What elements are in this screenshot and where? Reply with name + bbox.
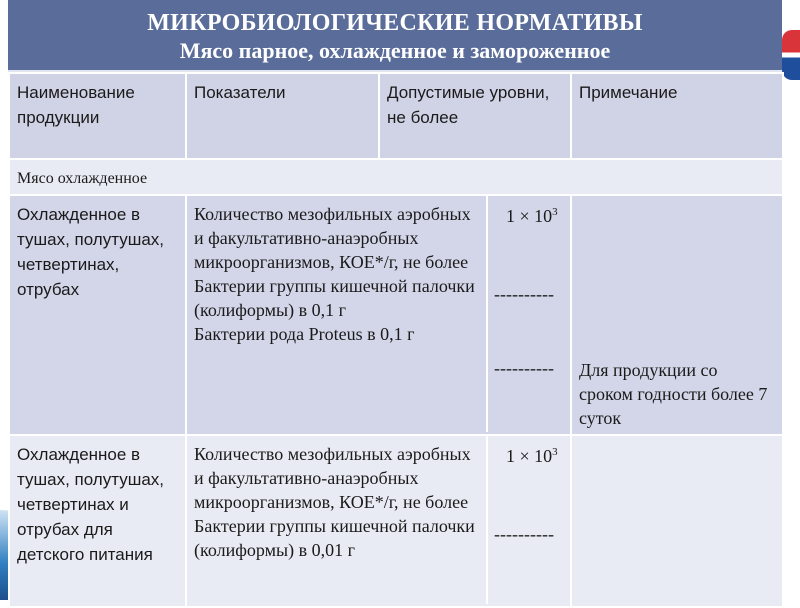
indicator-text: Бактерии группы кишечной палочки (колиформы) в 0,1 г xyxy=(194,276,475,320)
indicator-cell xyxy=(186,195,571,435)
slide-title: МИКРОБИОЛОГИЧЕСКИЕ НОРМАТИВЫ xyxy=(147,10,643,36)
column-header: Примечание xyxy=(571,73,783,159)
table-header-row xyxy=(9,73,783,159)
table-row xyxy=(9,195,783,435)
indicator-text: Бактерии рода Proteus в 0,1 г xyxy=(194,324,415,344)
table-row xyxy=(9,435,783,607)
flag-logo-icon xyxy=(782,30,800,80)
indicator-text: Количество мезофильных аэробных и факультативно-анаэробных микроорганизмов, КОЕ*/г, не более xyxy=(194,444,471,512)
level-dash: ---------- xyxy=(494,284,554,304)
level-dash: ---------- xyxy=(494,358,554,378)
slide-header xyxy=(8,0,782,74)
note-cell xyxy=(571,435,783,607)
level-value: $1 \times 10^3$ xyxy=(506,446,558,466)
column-header: Показатели xyxy=(186,73,379,159)
slide-subtitle: Мясо парное, охлажденное и замороженное xyxy=(179,38,611,63)
level-value: $1 \times 10^3$ xyxy=(506,206,558,226)
table-section-row xyxy=(9,159,783,195)
section-title: Мясо охлажденное xyxy=(9,159,783,195)
norms-table xyxy=(8,72,784,608)
note-cell: Для продукции со сроком годности более 7 суток xyxy=(571,195,783,435)
indicator-text: Бактерии группы кишечной палочки (колиформы) в 0,01 г xyxy=(194,516,475,560)
level-dash: ---------- xyxy=(494,524,554,544)
indicator-text: Количество мезофильных аэробных и факультативно-анаэробных микроорганизмов, КОЕ*/г, не более xyxy=(194,204,471,272)
product-cell: Охлажденное в тушах, полутушах, четвертинах и отрубах для детского питания xyxy=(9,435,186,607)
column-header: Допустимые уровни, не более xyxy=(379,73,571,159)
column-header: Наименование продукции xyxy=(9,73,186,159)
indicator-cell xyxy=(186,435,571,607)
product-cell: Охлажденное в тушах, полутушах, четвертинах, отрубах xyxy=(9,195,186,435)
